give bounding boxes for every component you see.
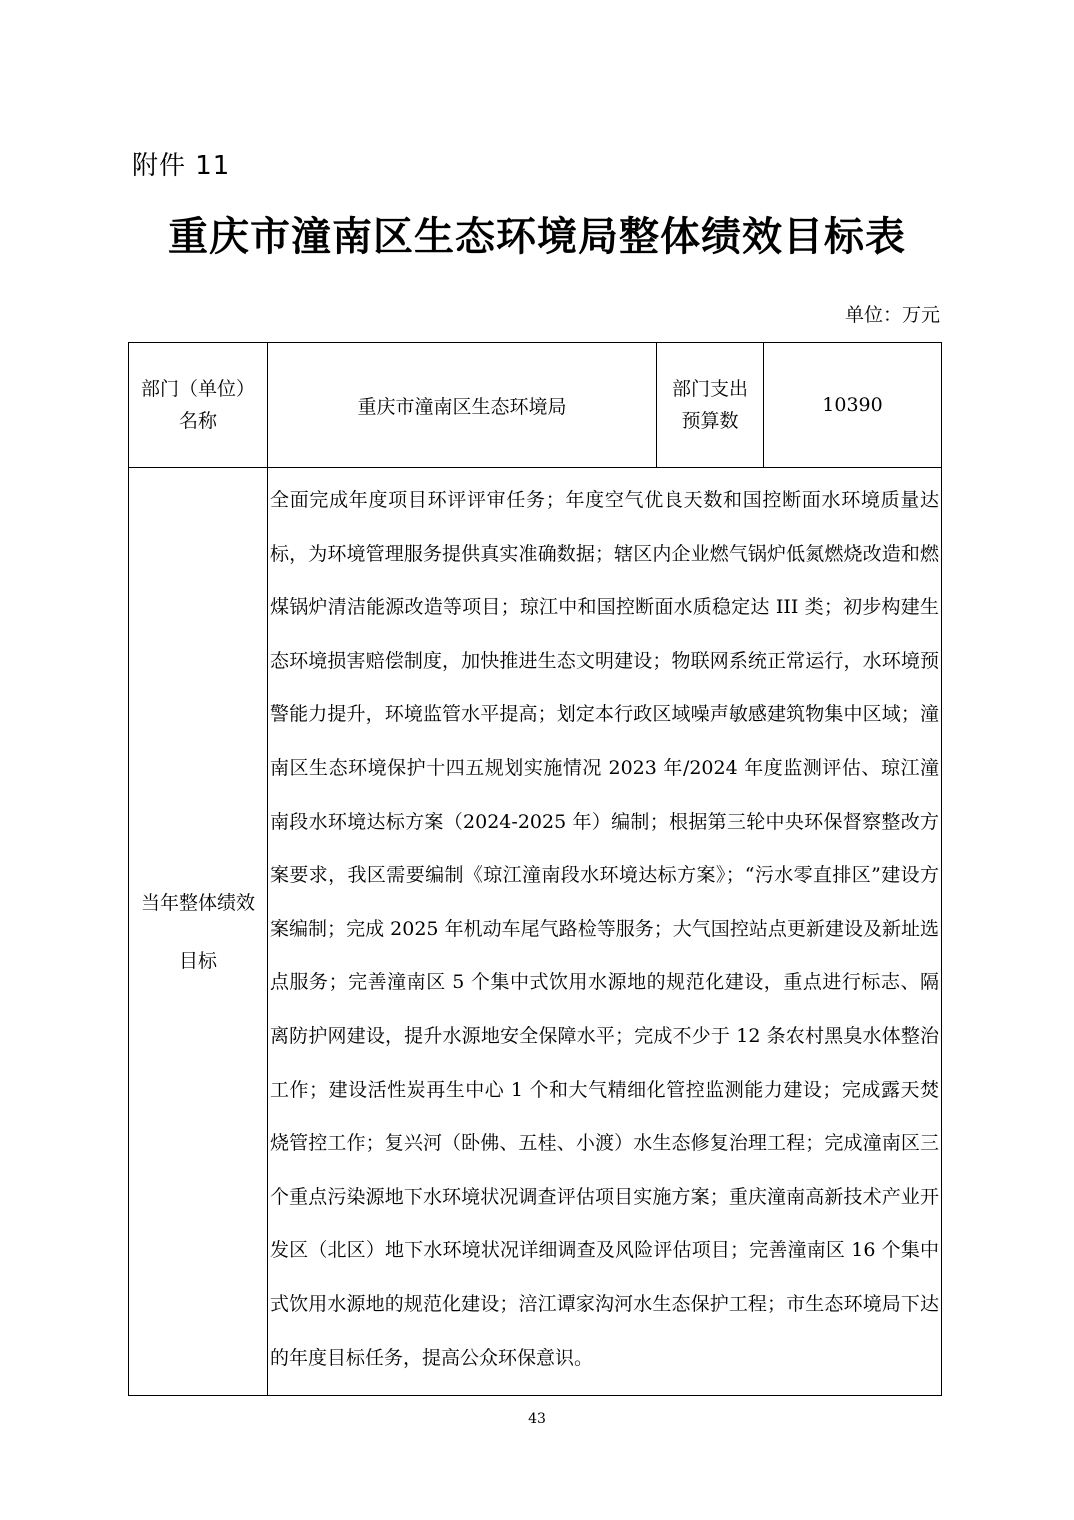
- goal-label-cell: [129, 468, 268, 1396]
- budget-label-line1: 部门支出: [671, 378, 748, 400]
- dept-name-cell: 重庆市潼南区生态环境局: [268, 343, 657, 468]
- budget-value-cell: 10390: [764, 343, 942, 468]
- performance-target-table: [128, 342, 942, 1396]
- table-row-department: [129, 343, 942, 468]
- goal-text-cell: 全面完成年度项目环评评审任务；年度空气优良天数和国控断面水环境质量达标，为环境管理服务提供真实准确数据；辖区内企业燃气锅炉低氮燃烧改造和燃煤锅炉清洁能源改造等项目；琼江中和国控断面水质稳定达 III 类；初步构建生态环境损害赔偿制度，加快推进生态文明建设；物联网系统正常运行，水环境预警能力提升，环境监管水平提高；划定本行政区域噪声敏感建筑物集中区域；潼南区生态环境保护十四五规划实施情况 2023 年/2024 年度监测评估、琼江潼南段水环境达标方案（2024-2025 年）编制；根据第三轮中央环保督察整改方案要求，我区需要编制《琼江潼南段水环境达标方案》；“污水零直排区”建设方案编制；完成 2025 年机动车尾气路检等服务；大气国控站点更新建设及新址选点服务；完善潼南区 5 个集中式饮用水源地的规范化建设，重点进行标志、隔离防护网建设，提升水源地安全保障水平；完成不少于 12 条农村黑臭水体整治工作；建设活性炭再生中心 1 个和大气精细化管控监测能力建设；完成露天焚烧管控工作；复兴河（卧佛、五桂、小渡）水生态修复治理工程；完成潼南区三个重点污染源地下水环境状况调查评估项目实施方案；重庆潼南高新技术产业开发区（北区）地下水环境状况详细调查及风险评估项目；完善潼南区 16 个集中式饮用水源地的规范化建设；涪江谭家沟河水生态保护工程；市生态环境局下达的年度目标任务，提高公众环保意识。: [268, 468, 942, 1396]
- budget-label-line2: 预算数: [681, 410, 739, 432]
- attachment-label: 附件 11: [132, 151, 231, 181]
- dept-label-line2: 名称: [178, 410, 217, 432]
- budget-label-cell: [657, 343, 764, 468]
- goal-label-line1: 当年整体绩效: [140, 891, 255, 914]
- table-row-goal: [129, 468, 942, 1396]
- page-number: 43: [528, 1411, 546, 1427]
- dept-label-cell: [129, 343, 268, 468]
- dept-label-line1: 部门（单位）: [140, 378, 255, 400]
- unit-label: 单位：万元: [844, 304, 940, 326]
- page-title: 重庆市潼南区生态环境局整体绩效目标表: [168, 213, 906, 260]
- goal-label-line2: 目标: [178, 949, 217, 972]
